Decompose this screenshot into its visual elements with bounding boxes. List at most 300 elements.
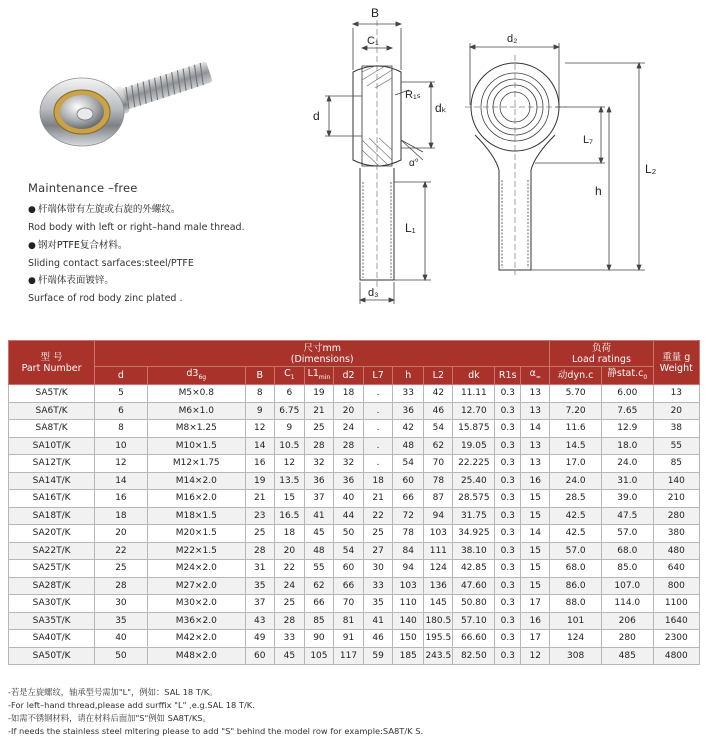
table-cell: 87 xyxy=(424,490,453,508)
table-row xyxy=(9,525,700,543)
table-cell: 54 xyxy=(424,420,453,438)
table-row xyxy=(9,472,700,490)
table-cell: 13 xyxy=(521,455,550,473)
table-cell: 49 xyxy=(245,630,274,648)
part-number-cell: SA16T/K xyxy=(9,490,95,508)
table-cell: 68.0 xyxy=(550,560,602,578)
table-cell: 13 xyxy=(521,437,550,455)
table-cell: 8 xyxy=(95,420,148,438)
part-number-cell: SA28T/K xyxy=(9,577,95,595)
table-cell: 42 xyxy=(424,385,453,403)
table-cell: 0.3 xyxy=(495,490,521,508)
table-cell: 0.3 xyxy=(495,437,521,455)
table-cell: 124 xyxy=(550,630,602,648)
table-cell: 37 xyxy=(245,595,274,613)
table-cell: M48×2.0 xyxy=(147,647,245,665)
table-cell: 12 xyxy=(521,647,550,665)
table-cell: 43 xyxy=(245,612,274,630)
table-cell: 66 xyxy=(393,490,424,508)
table-cell: 91 xyxy=(333,630,363,648)
table-row xyxy=(9,402,700,420)
part-number-cell: SA22T/K xyxy=(9,542,95,560)
table-cell: 25 xyxy=(245,525,274,543)
table-cell: 16 xyxy=(245,455,274,473)
label-L1: L₁ xyxy=(405,221,416,235)
table-cell: 15 xyxy=(521,560,550,578)
table-cell: 62 xyxy=(304,577,333,595)
table-cell: 0.3 xyxy=(495,542,521,560)
table-cell: 11.11 xyxy=(453,385,495,403)
table-cell: 0.3 xyxy=(495,472,521,490)
spec-table xyxy=(8,340,700,665)
table-cell: 0.3 xyxy=(495,507,521,525)
table-cell: 13.5 xyxy=(274,472,304,490)
part-number-cell: SA8T/K xyxy=(9,420,95,438)
table-cell: M24×2.0 xyxy=(147,560,245,578)
table-cell: 9 xyxy=(274,420,304,438)
table-cell: 41 xyxy=(304,507,333,525)
table-cell: 0.3 xyxy=(495,455,521,473)
product-photo xyxy=(30,30,220,170)
table-cell: 7.65 xyxy=(601,402,653,420)
table-cell: 15 xyxy=(521,577,550,595)
table-cell: M36×2.0 xyxy=(147,612,245,630)
table-cell: 22 xyxy=(364,507,393,525)
col-L7: L7 xyxy=(364,367,393,385)
table-cell: 46 xyxy=(364,630,393,648)
part-number-cell: SA20T/K xyxy=(9,525,95,543)
table-cell: 16 xyxy=(95,490,148,508)
table-cell: 31.75 xyxy=(453,507,495,525)
note-4: -If needs the stainless steel mltering please to add "S" behind the model row for example:SA8T/K S. xyxy=(8,726,424,736)
note-2: -For left–hand thread,please add surffix "L" ,e.g.SAL 18 T/K. xyxy=(8,700,255,710)
table-cell: 103 xyxy=(424,525,453,543)
table-cell: 0.3 xyxy=(495,647,521,665)
table-cell: 280 xyxy=(653,507,699,525)
table-row xyxy=(9,507,700,525)
table-cell: 50 xyxy=(333,525,363,543)
col-stat: 静$stat.c_0$ xyxy=(601,367,653,385)
table-cell: 70 xyxy=(333,595,363,613)
table-cell: 18.0 xyxy=(601,437,653,455)
table-cell: 36 xyxy=(393,402,424,420)
table-cell: 640 xyxy=(653,560,699,578)
table-cell: M10×1.5 xyxy=(147,437,245,455)
label-L7: L₇ xyxy=(583,134,593,146)
table-cell: 107.0 xyxy=(601,577,653,595)
table-cell: M27×2.0 xyxy=(147,577,245,595)
table-cell: 17 xyxy=(521,595,550,613)
table-cell: 16 xyxy=(521,472,550,490)
table-cell: M5×0.8 xyxy=(147,385,245,403)
table-cell: 66.60 xyxy=(453,630,495,648)
table-cell: 66 xyxy=(333,577,363,595)
table-cell: 35 xyxy=(95,612,148,630)
table-cell: 38 xyxy=(653,420,699,438)
table-cell: 30 xyxy=(364,560,393,578)
part-number-cell: SA5T/K xyxy=(9,385,95,403)
table-cell: 78 xyxy=(424,472,453,490)
table-cell: 6 xyxy=(95,402,148,420)
table-cell: 9 xyxy=(245,402,274,420)
table-cell: 31 xyxy=(245,560,274,578)
table-cell: 45 xyxy=(274,647,304,665)
table-cell: 14 xyxy=(521,420,550,438)
col-L1: $L1_{min}$ xyxy=(304,367,333,385)
part-number-cell: SA40T/K xyxy=(9,630,95,648)
table-row xyxy=(9,420,700,438)
table-cell: 35 xyxy=(245,577,274,595)
table-cell: 84 xyxy=(393,542,424,560)
table-cell: 33 xyxy=(274,630,304,648)
table-cell: 45 xyxy=(304,525,333,543)
table-cell: 5.70 xyxy=(550,385,602,403)
table-cell: 24.0 xyxy=(601,455,653,473)
table-cell: . xyxy=(364,420,393,438)
table-cell: 60 xyxy=(393,472,424,490)
table-cell: 16 xyxy=(521,612,550,630)
table-cell: 48 xyxy=(304,542,333,560)
table-cell: 111 xyxy=(424,542,453,560)
features-section xyxy=(28,181,328,308)
table-cell: 5 xyxy=(95,385,148,403)
table-cell: 243.5 xyxy=(424,647,453,665)
label-L2: L₂ xyxy=(645,162,657,176)
table-cell: 60 xyxy=(333,560,363,578)
table-cell: M42×2.0 xyxy=(147,630,245,648)
table-cell: 85 xyxy=(653,455,699,473)
table-cell: 150 xyxy=(393,630,424,648)
table-cell: 88.0 xyxy=(550,595,602,613)
col-d: d xyxy=(95,367,148,385)
part-number-cell: SA12T/K xyxy=(9,455,95,473)
table-cell: 66 xyxy=(304,595,333,613)
note-3: -如需不锈钢材料，请在材料后面加"S"例如 SA8T/KS。 xyxy=(8,713,211,723)
table-cell: M20×1.5 xyxy=(147,525,245,543)
table-row xyxy=(9,437,700,455)
table-cell: 18 xyxy=(364,472,393,490)
table-cell: 25.40 xyxy=(453,472,495,490)
table-cell: 25 xyxy=(95,560,148,578)
table-cell: 36 xyxy=(304,472,333,490)
table-cell: M22×1.5 xyxy=(147,542,245,560)
table-cell: 33 xyxy=(364,577,393,595)
table-row xyxy=(9,577,700,595)
table-cell: 8 xyxy=(245,385,274,403)
table-cell: 800 xyxy=(653,577,699,595)
feature-2-cn: ● 钢对PTFE复合材料。 xyxy=(28,239,128,251)
note-1: -若是左旋螺纹，轴承型号需加"L"，例如：SAL 18 T/K。 xyxy=(8,687,218,697)
part-number-cell: SA14T/K xyxy=(9,472,95,490)
table-cell: 24 xyxy=(274,577,304,595)
table-cell: 32 xyxy=(333,455,363,473)
table-cell: 4800 xyxy=(653,647,699,665)
table-cell: 140 xyxy=(393,612,424,630)
table-cell: 48 xyxy=(393,437,424,455)
table-cell: 62 xyxy=(424,437,453,455)
table-cell: 57.10 xyxy=(453,612,495,630)
table-cell: 180.5 xyxy=(424,612,453,630)
header-load: 负荷 Load ratings xyxy=(550,341,653,367)
table-cell: 41 xyxy=(364,612,393,630)
table-cell: 308 xyxy=(550,647,602,665)
table-cell: . xyxy=(364,385,393,403)
table-cell: 13 xyxy=(521,402,550,420)
table-row xyxy=(9,385,700,403)
table-row xyxy=(9,455,700,473)
part-number-cell: SA18T/K xyxy=(9,507,95,525)
notes-section xyxy=(8,686,698,738)
table-cell: M30×2.0 xyxy=(147,595,245,613)
col-d2: d2 xyxy=(333,367,363,385)
table-cell: 21 xyxy=(245,490,274,508)
table-cell: 50.80 xyxy=(453,595,495,613)
table-cell: 42.5 xyxy=(550,507,602,525)
table-cell: 14 xyxy=(245,437,274,455)
table-cell: 6.75 xyxy=(274,402,304,420)
table-cell: 485 xyxy=(601,647,653,665)
table-cell: 40 xyxy=(95,630,148,648)
table-cell: 145 xyxy=(424,595,453,613)
part-number-cell: SA30T/K xyxy=(9,595,95,613)
table-cell: 28 xyxy=(304,437,333,455)
table-cell: 36 xyxy=(333,472,363,490)
label-h: h xyxy=(595,184,602,198)
table-cell: 94 xyxy=(393,560,424,578)
table-cell: 21 xyxy=(364,490,393,508)
table-cell: 16.5 xyxy=(274,507,304,525)
table-cell: 22 xyxy=(95,542,148,560)
table-cell: 7.20 xyxy=(550,402,602,420)
label-C1: C₁ xyxy=(367,35,379,47)
table-cell: 18 xyxy=(333,385,363,403)
table-cell: 0.3 xyxy=(495,560,521,578)
table-cell: 280 xyxy=(601,630,653,648)
part-number-cell: SA35T/K xyxy=(9,612,95,630)
table-row xyxy=(9,595,700,613)
table-cell: 27 xyxy=(364,542,393,560)
table-cell: 0.3 xyxy=(495,420,521,438)
table-row xyxy=(9,542,700,560)
table-cell: 18 xyxy=(95,507,148,525)
table-cell: M18×1.5 xyxy=(147,507,245,525)
table-cell: 15 xyxy=(274,490,304,508)
header-dimensions: 尺寸mm (Dimensions) xyxy=(95,341,550,367)
table-cell: 54 xyxy=(393,455,424,473)
table-cell: 28 xyxy=(95,577,148,595)
table-cell: 50 xyxy=(95,647,148,665)
table-cell: 47.5 xyxy=(601,507,653,525)
table-cell: 15 xyxy=(521,542,550,560)
table-cell: 70 xyxy=(424,455,453,473)
table-cell: 10.5 xyxy=(274,437,304,455)
col-alpha: $\alpha_\approx$ xyxy=(521,367,550,385)
table-cell: 85 xyxy=(304,612,333,630)
table-cell: 15 xyxy=(521,507,550,525)
table-cell: 6 xyxy=(274,385,304,403)
table-row xyxy=(9,630,700,648)
table-cell: 12 xyxy=(95,455,148,473)
table-cell: 57.0 xyxy=(550,542,602,560)
table-cell: 210 xyxy=(653,490,699,508)
table-cell: 40 xyxy=(333,490,363,508)
table-cell: 42 xyxy=(393,420,424,438)
table-cell: 101 xyxy=(550,612,602,630)
table-cell: 55 xyxy=(653,437,699,455)
table-cell: 28 xyxy=(274,612,304,630)
feature-2-en: Sliding contact sarfaces:steel/PTFE xyxy=(28,257,194,269)
col-dyn: 动dyn.c xyxy=(550,367,602,385)
table-cell: . xyxy=(364,455,393,473)
table-cell: 0.3 xyxy=(495,612,521,630)
col-B: B xyxy=(245,367,274,385)
table-cell: 25 xyxy=(304,420,333,438)
table-cell: 14.5 xyxy=(550,437,602,455)
table-cell: 59 xyxy=(364,647,393,665)
part-number-cell: SA6T/K xyxy=(9,402,95,420)
table-cell: 33 xyxy=(393,385,424,403)
table-cell: 57.0 xyxy=(601,525,653,543)
table-cell: 19.05 xyxy=(453,437,495,455)
table-cell: 12.9 xyxy=(601,420,653,438)
table-cell: 114.0 xyxy=(601,595,653,613)
table-cell: 90 xyxy=(304,630,333,648)
table-cell: 1640 xyxy=(653,612,699,630)
header-weight: 重量 g Weight xyxy=(653,341,699,385)
table-cell: 0.3 xyxy=(495,525,521,543)
table-cell: 206 xyxy=(601,612,653,630)
table-cell: 72 xyxy=(393,507,424,525)
table-cell: 28 xyxy=(245,542,274,560)
table-cell: 10 xyxy=(95,437,148,455)
table-cell: 23 xyxy=(245,507,274,525)
table-cell: M8×1.25 xyxy=(147,420,245,438)
table-cell: . xyxy=(364,402,393,420)
table-cell: 22 xyxy=(274,560,304,578)
col-dk: dk xyxy=(453,367,495,385)
table-cell: 0.3 xyxy=(495,402,521,420)
table-cell: 0.3 xyxy=(495,577,521,595)
table-cell: 94 xyxy=(424,507,453,525)
table-cell: 140 xyxy=(653,472,699,490)
table-cell: 2300 xyxy=(653,630,699,648)
table-cell: 17.0 xyxy=(550,455,602,473)
table-cell: 28.5 xyxy=(550,490,602,508)
table-cell: M14×2.0 xyxy=(147,472,245,490)
table-cell: 6.00 xyxy=(601,385,653,403)
table-cell: 15.875 xyxy=(453,420,495,438)
table-cell: 28 xyxy=(333,437,363,455)
table-cell: 35 xyxy=(364,595,393,613)
features-heading: Maintenance –free xyxy=(28,181,138,195)
label-B: B xyxy=(371,6,380,20)
table-cell: 105 xyxy=(304,647,333,665)
table-cell: 82.50 xyxy=(453,647,495,665)
table-cell: 11.6 xyxy=(550,420,602,438)
table-cell: 46 xyxy=(424,402,453,420)
table-cell: 44 xyxy=(333,507,363,525)
table-cell: 25 xyxy=(364,525,393,543)
section-drawing xyxy=(305,0,465,315)
feature-3-en: Surface of rod body zinc plated . xyxy=(28,293,183,305)
table-cell: 380 xyxy=(653,525,699,543)
table-cell: 32 xyxy=(304,455,333,473)
table-cell: 14 xyxy=(95,472,148,490)
feature-3-cn: ● 杆端体表面镀锌。 xyxy=(28,275,114,287)
table-cell: 25 xyxy=(274,595,304,613)
table-cell: 103 xyxy=(393,577,424,595)
table-cell: 39.0 xyxy=(601,490,653,508)
front-drawing xyxy=(455,25,705,280)
table-cell: M12×1.75 xyxy=(147,455,245,473)
label-dk: dₖ xyxy=(435,101,447,115)
table-row xyxy=(9,560,700,578)
table-cell: 34.925 xyxy=(453,525,495,543)
table-cell: 117 xyxy=(333,647,363,665)
table-cell: 19 xyxy=(245,472,274,490)
part-number-cell: SA25T/K xyxy=(9,560,95,578)
col-h: h xyxy=(393,367,424,385)
table-cell: 20 xyxy=(333,402,363,420)
table-row xyxy=(9,647,700,665)
table-cell: M6×1.0 xyxy=(147,402,245,420)
col-L2: L2 xyxy=(424,367,453,385)
table-cell: 13 xyxy=(653,385,699,403)
table-cell: 185 xyxy=(393,647,424,665)
table-row xyxy=(9,612,700,630)
table-cell: 480 xyxy=(653,542,699,560)
table-cell: 20 xyxy=(274,542,304,560)
table-cell: 136 xyxy=(424,577,453,595)
col-R1s: R1s xyxy=(495,367,521,385)
col-d3: $d3_{6g}$ xyxy=(147,367,245,385)
label-d2: d₂ xyxy=(507,33,518,45)
table-cell: 78 xyxy=(393,525,424,543)
table-cell: 14 xyxy=(521,525,550,543)
table-cell: 0.3 xyxy=(495,595,521,613)
table-cell: 1100 xyxy=(653,595,699,613)
table-cell: 42.5 xyxy=(550,525,602,543)
table-cell: 110 xyxy=(393,595,424,613)
part-number-cell: SA50T/K xyxy=(9,647,95,665)
label-alpha: α° xyxy=(409,158,419,169)
label-R1s: R₁ₛ xyxy=(405,89,421,101)
spec-table-body xyxy=(9,385,700,665)
table-cell: 13 xyxy=(521,385,550,403)
table-cell: 17 xyxy=(521,630,550,648)
table-cell: 12 xyxy=(245,420,274,438)
table-cell: 124 xyxy=(424,560,453,578)
table-cell: 0.3 xyxy=(495,385,521,403)
table-cell: 55 xyxy=(304,560,333,578)
feature-1-en: Rod body with left or right–hand male thread. xyxy=(28,222,245,234)
table-cell: 30 xyxy=(95,595,148,613)
table-cell: 0.3 xyxy=(495,630,521,648)
table-cell: 12 xyxy=(274,455,304,473)
table-cell: 195.5 xyxy=(424,630,453,648)
table-cell: 24 xyxy=(333,420,363,438)
label-d: d xyxy=(313,109,320,123)
table-cell: M16×2.0 xyxy=(147,490,245,508)
table-cell: 15 xyxy=(521,490,550,508)
table-cell: 42.85 xyxy=(453,560,495,578)
table-cell: 47.60 xyxy=(453,577,495,595)
table-cell: 12.70 xyxy=(453,402,495,420)
table-cell: 38.10 xyxy=(453,542,495,560)
label-d3: d₃ xyxy=(368,287,379,299)
header-model: 型 号 Part Number xyxy=(9,341,95,385)
table-cell: 31.0 xyxy=(601,472,653,490)
